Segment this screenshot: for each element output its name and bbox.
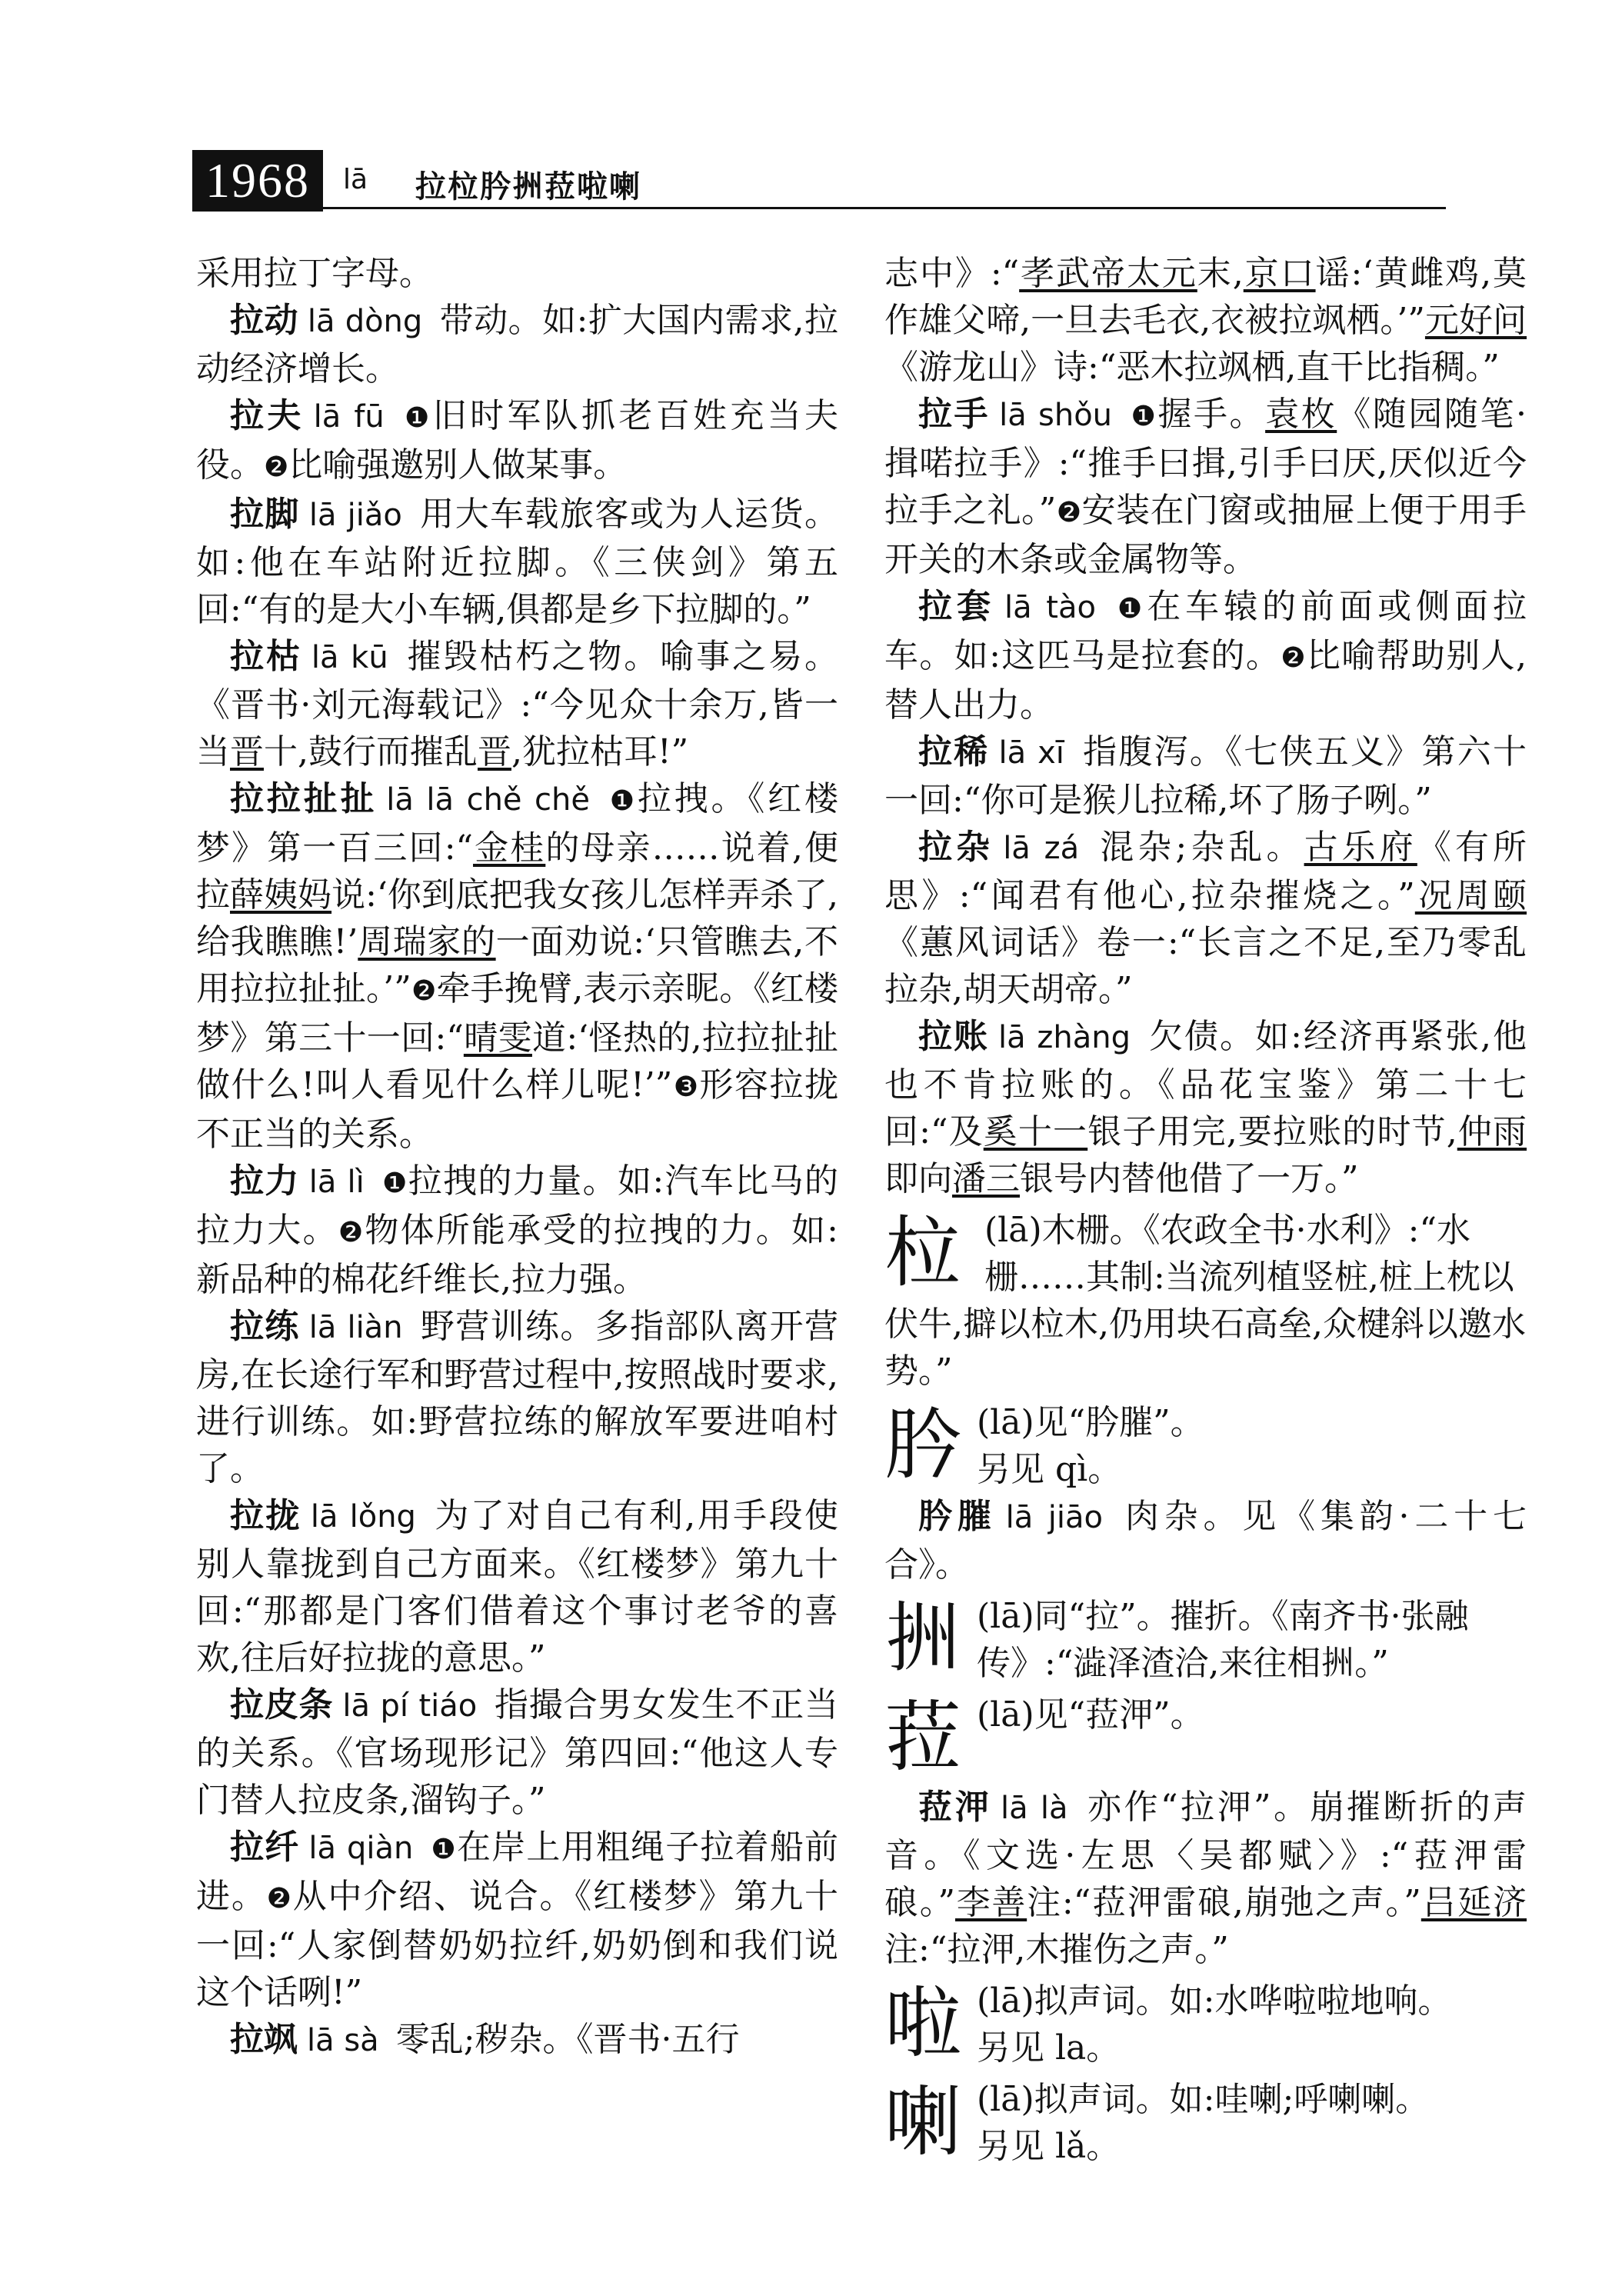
dictionary-entry: 拉账 lā zhàng 欠债。如:经济再紧张,他也不肯拉账的。《品花宝鉴》第二十七回:“及奚十一银子用完,要拉账的时节,仲雨即向潘三银号内替他借了一万。”	[884, 1017, 1527, 1198]
character-entry: 柆 (lā)木栅。《农政全书·水利》:“水栅……其制:当流列植竖桩,桩上枕以伏牛,擗以柆木,仍用块石高垒,众楗斜以邀水势。”	[884, 1208, 1526, 1391]
dictionary-entry: 拉纤 lā qiàn ❶在岸上用粗绳子拉着船前进。❷从中介绍、说合。《红楼梦》第九十一回:“人家倒替奶奶拉纤,奶奶倒和我们说这个话咧!”	[196, 1828, 839, 2012]
dictionary-entry: 拉脚 lā jiǎo 用大车载旅客或为人运货。如:他在车站附近拉脚。《三侠剑》第五回:“有的是大小车辆,俱都是乡下拉脚的。”	[196, 495, 838, 629]
right-column	[884, 250, 1527, 2170]
character-entry: 𢫧 (lā)同“拉”。摧折。《南齐书·张融传》:“澁泽渣洽,来往相𢫧。”	[884, 1594, 1469, 1684]
dictionary-entry: 拉动 lā dòng 带动。如:扩大国内需求,拉动经济增长。	[196, 301, 838, 388]
dictionary-entry: 肣膗 lā jiāo 肉杂。见《集韵·二十七合》。	[884, 1497, 1527, 1585]
dictionary-entry: 拉杂 lā zá 混杂;杂乱。古乐府《有所思》:“闻君有他心,拉杂摧烧之。”况周颐《蕙风词话》卷一:“长言之不足,至乃零乱拉杂,胡天胡帝。”	[884, 828, 1527, 1009]
dictionary-entry: 拉夫 lā fū ❶旧时军队抓老百姓充当夫役。❷比喻强邀别人做某事。	[196, 396, 839, 485]
headword-character: 菈	[884, 1692, 961, 1782]
headword-character: 柆	[884, 1208, 961, 1298]
headword-character: 啦	[884, 1978, 961, 2068]
dictionary-entry: 拉力 lā lì ❶拉拽的力量。如:汽车比马的拉力大。❷物体所能承受的拉拽的力。如:新品种的棉花纤维长,拉力强。	[196, 1161, 839, 1299]
headword-character: 喇	[884, 2077, 961, 2167]
dictionary-entry: 拉手 lā shǒu ❶握手。袁枚《随园随笔·揖喏拉手》:“推手曰揖,引手曰厌,厌似近今拉手之礼。”❷安装在门窗或抽屉上便于用手开关的木条或金属物等。	[884, 395, 1527, 579]
header-rule	[323, 207, 1446, 209]
character-entry: 啦 (lā)拟声词。如:水哗啦啦地响。 另见 la。	[884, 1978, 1452, 2068]
header-characters: 拉柆肣𢫧菈啦喇	[415, 169, 641, 205]
headword-character: 𢫧	[884, 1594, 961, 1684]
dictionary-entry: 拉套 lā tào ❶在车辕的前面或侧面拉车。如:这匹马是拉套的。❷比喻帮助别人,替人出力。	[884, 587, 1527, 725]
dictionary-entry: 拉稀 lā xī 指腹泻。《七侠五义》第六十一回:“你可是猴儿拉稀,坏了肠子咧。”	[884, 732, 1527, 820]
headword-character: 肣	[884, 1400, 961, 1490]
left-column	[196, 250, 838, 2064]
dictionary-entry: 拉皮条 lā pí tiáo 指撮合男女发生不正当的关系。《官场现形记》第四回:“他这人专门替人拉皮条,溜钩子。”	[196, 1685, 839, 1820]
dictionary-entry: 拉枯 lā kū 摧毁枯朽之物。喻事之易。《晋书·刘元海载记》:“今见众十余万,皆一当晋十,鼓行而摧乱晋,犹拉枯耳!”	[196, 637, 839, 771]
dictionary-entry: 拉练 lā liàn 野营训练。多指部队离开营房,在长途行军和野营过程中,按照战时要求,进行训练。如:野营拉练的解放军要进咱村了。	[196, 1307, 839, 1488]
character-entry: 肣 (lā)见“肣膗”。 另见 qì。	[884, 1400, 1204, 1490]
dictionary-entry: 拉拉扯扯 lā lā chě chě ❶拉拽。《红楼梦》第一百三回:“金桂的母亲……说着,便拉薛姨妈说:‘你到底把我女孩儿怎样弄杀了,给我瞧瞧!’周瑞家的一面劝说:‘只管瞧去,不用拉拉扯扯。’”❷牵手挽臂,表示亲昵。《红楼梦》第三十一回:“晴雯道:‘怪热的,拉拉扯扯做什么!叫人看见什么样儿呢!’”❸形容拉拢不正当的关系。	[196, 779, 839, 1154]
page-number: 1968	[192, 150, 323, 212]
entry-continuation: 采用拉丁字母。	[196, 254, 433, 293]
character-entry: 喇 (lā)拟声词。如:哇喇;呼喇喇。 另见 lǎ。	[884, 2077, 1430, 2167]
entry-continuation: 志中》:“孝武帝太元末,京口谣:‘黄雌鸡,莫作雄父啼,一旦去毛衣,衣被拉飒栖。’”元好问《游龙山》诗:“恶木拉飒栖,直干比指稠。”	[884, 254, 1527, 387]
dictionary-entry: 拉飒 lā sà 零乱;秽杂。《晋书·五行	[230, 2020, 740, 2059]
dictionary-entry: 拉拢 lā lǒng 为了对自己有利,用手段使别人靠拢到自己方面来。《红楼梦》第九十回:“那都是门客们借着这个事讨老爷的喜欢,往后好拉拢的意思。”	[196, 1496, 838, 1678]
header-pinyin: lā	[343, 164, 368, 195]
character-entry: 菈 (lā)见“菈㳌”。	[884, 1692, 1204, 1782]
page-header	[192, 150, 1446, 212]
dictionary-entry: 菈㳌 lā là 亦作“拉㳌”。崩摧断折的声音。《文选·左思〈吴都赋〉》:“菈㳌雷硠。”李善注:“菈㳌雷硠,崩弛之声。”吕延济注:“拉㳌,木摧伤之声。”	[884, 1788, 1527, 1969]
